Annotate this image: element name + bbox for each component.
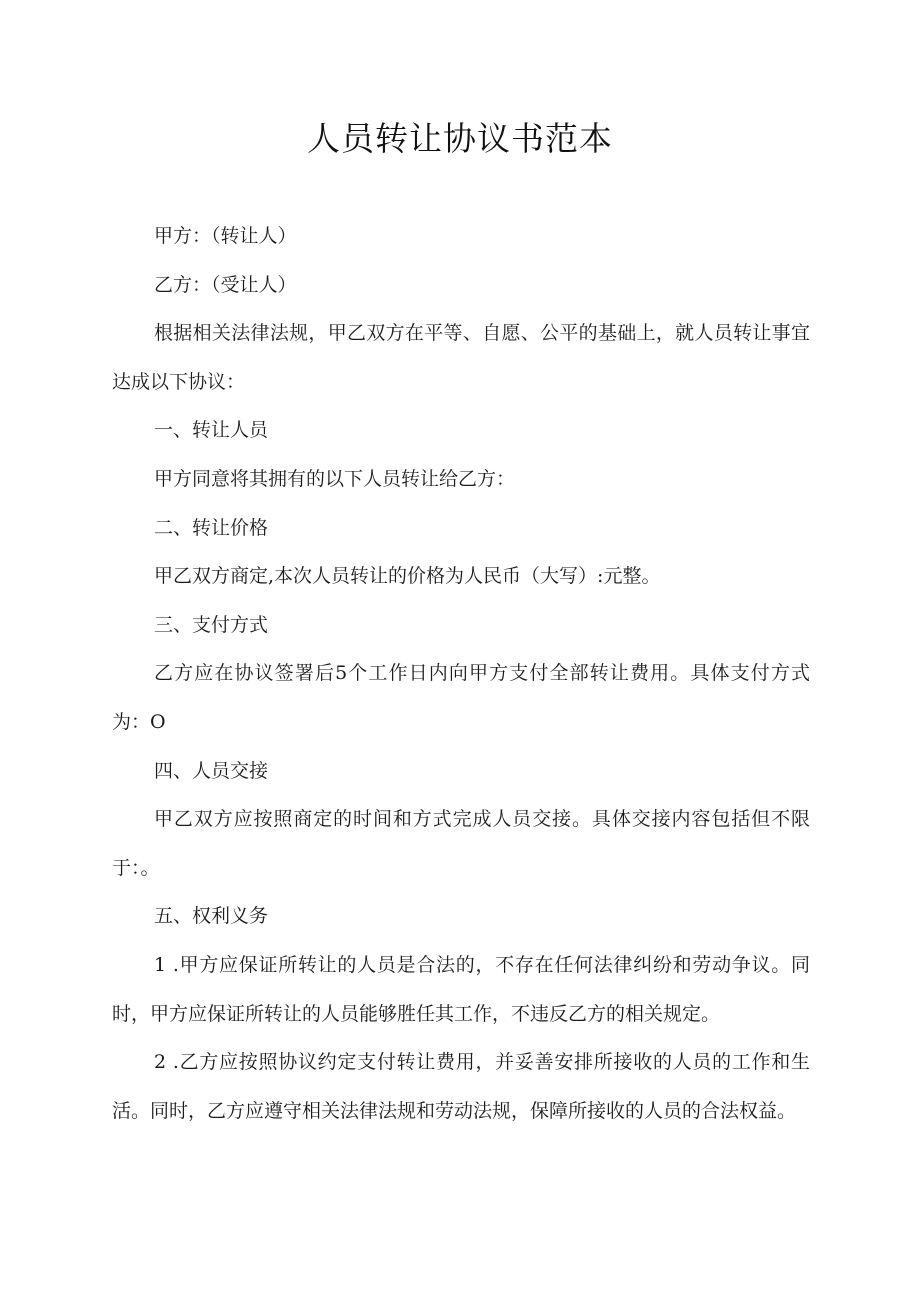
section-1-paragraph: 甲方同意将其拥有的以下人员转让给乙方：: [154, 467, 516, 490]
party-b-line: 乙方：（受让人）: [154, 273, 297, 296]
preamble-paragraph: 根据相关法律法规，甲乙双方在平等、自愿、公平的基础上，就人员转让事宜达成以下协议：: [112, 322, 810, 393]
document-body: [112, 212, 810, 1135]
party-a-line: 甲方：（转让人）: [154, 225, 297, 247]
section-heading-2: 二、转让价格: [154, 516, 269, 539]
section-3-paragraph: 乙方应在协议签署后5个工作日内向甲方支付全部转让费用。具体支付方式为：O: [112, 662, 810, 733]
section-heading-5: 五、权利义务: [154, 905, 269, 928]
section-heading-1: 一、转让人员: [154, 419, 269, 442]
section-2-paragraph: 甲乙双方商定,本次人员转让的价格为人民币（大写）:元整。: [154, 565, 661, 588]
section-heading-3: 三、支付方式: [154, 613, 269, 636]
document-title: 人员转让协议书范本: [307, 119, 613, 158]
section-4-paragraph: 甲乙双方应按照商定的时间和方式完成人员交接。具体交接内容包括但不限于：。: [112, 808, 810, 879]
section-5-item-2: 2 .乙方应按照协议约定支付转让费用，并妥善安排所接收的人员的工作和生活。同时，乙方应遵守相关法律法规和劳动法规，保障所接收的人员的合法权益。: [112, 1051, 810, 1122]
section-5-item-1: 1 .甲方应保证所转让的人员是合法的，不存在任何法律纠纷和劳动争议。同时，甲方应保证所转让的人员能够胜任其工作，不违反乙方的相关规定。: [112, 953, 810, 1025]
section-heading-4: 四、人员交接: [154, 759, 269, 782]
